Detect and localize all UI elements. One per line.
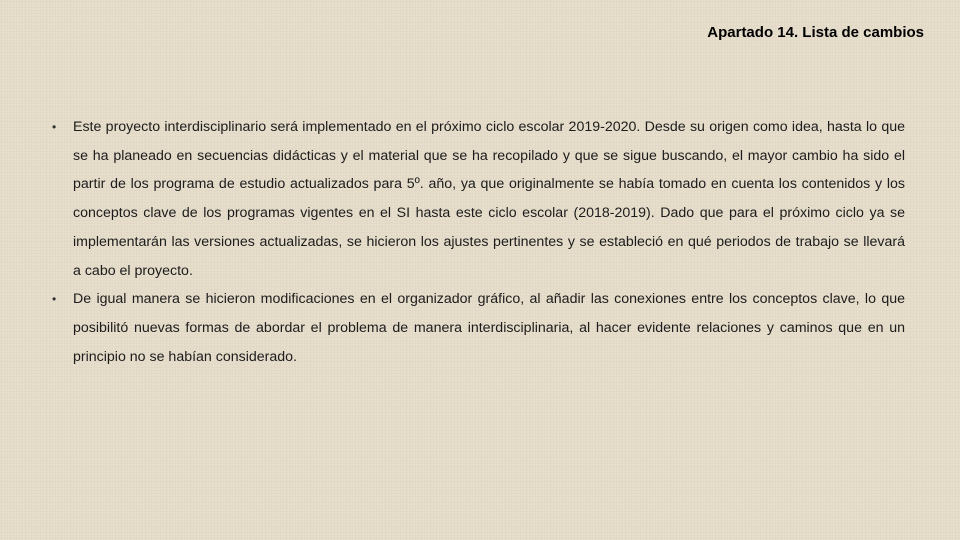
list-item — [52, 113, 905, 285]
list-item — [52, 285, 905, 371]
bullet-text: Este proyecto interdisciplinario será implementado en el próximo ciclo escolar 2019-2020. Desde su origen como idea, hasta lo que se ha planeado en secuencias didácticas y el material que se ha recopilado y que se sigue buscando, el mayor cambio ha sido el partir de los programa de estudio actualizados para 5º. año, ya que originalmente se había tomado en cuenta los contenidos y los conceptos clave de los programas vigentes en el SI hasta este ciclo escolar (2018-2019). Dado que para el próximo ciclo ya se implementarán las versiones actualizadas, se hicieron los ajustes pertinentes y se estableció en qué periodos de trabajo se llevará a cabo el proyecto. — [73, 119, 905, 279]
bullet-text: De igual manera se hicieron modificaciones en el organizador gráfico, al añadir las conexiones entre los conceptos clave, lo que posibilitó nuevas formas de abordar el problema de manera interdisciplinaria, al hacer evidente relaciones y caminos que en un principio no se habían considerado. — [73, 291, 905, 365]
bullet-icon: • — [52, 120, 57, 134]
page-title: Apartado 14. Lista de cambios — [707, 24, 924, 41]
bullet-list — [52, 113, 905, 371]
bullet-icon: • — [52, 292, 57, 307]
